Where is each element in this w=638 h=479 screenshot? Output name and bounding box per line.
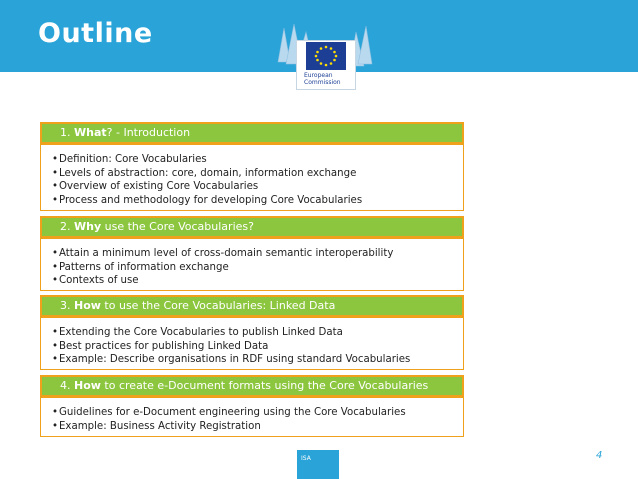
section-heading — [40, 122, 464, 144]
logo-text-line1: European — [304, 72, 333, 79]
section-body — [40, 397, 464, 437]
list-item: • Contexts of use — [41, 274, 463, 288]
list-item: • Overview of existing Core Vocabularies — [41, 180, 463, 194]
logo-text — [304, 72, 341, 86]
section-body — [40, 238, 464, 291]
list-item: • Attain a minimum level of cross-domain semantic interoperability — [41, 247, 463, 261]
bullet-list — [41, 153, 463, 207]
bullet-list — [41, 247, 463, 288]
isa-badge — [297, 450, 339, 479]
eu-flag-icon — [306, 42, 346, 70]
list-item: • Extending the Core Vocabularies to publish Linked Data — [41, 326, 463, 340]
section-keyword: Why — [74, 220, 102, 233]
section-heading-rest: to use the Core Vocabularies: Linked Data — [100, 299, 336, 312]
section-heading-rest: ? - Introduction — [106, 126, 191, 139]
list-item: • Example: Business Activity Registration — [41, 420, 463, 434]
logo-text-line2: Commission — [304, 79, 341, 86]
section-number: 2. — [60, 220, 71, 233]
list-item: • Process and methodology for developing Core Vocabularies — [41, 194, 463, 208]
section-number: 3. — [60, 299, 71, 312]
section-keyword: How — [74, 299, 101, 312]
list-item: • Levels of abstraction: core, domain, information exchange — [41, 167, 463, 181]
slide-title: Outline — [38, 18, 153, 49]
list-item: • Best practices for publishing Linked Data — [41, 340, 463, 354]
section-heading — [40, 295, 464, 317]
section-heading — [40, 216, 464, 238]
section-keyword: How — [74, 379, 101, 392]
list-item: • Example: Describe organisations in RDF using standard Vocabularies — [41, 353, 463, 367]
section-number: 4. — [60, 379, 71, 392]
section-heading — [40, 375, 464, 397]
list-item: • Patterns of information exchange — [41, 261, 463, 275]
eu-stars-icon — [306, 42, 346, 70]
isa-label: ISA — [301, 455, 311, 462]
bullet-list — [41, 406, 463, 433]
bullet-list — [41, 326, 463, 367]
section-body — [40, 317, 464, 370]
section-heading-rest: to create e-Document formats using the Core Vocabularies — [100, 379, 429, 392]
list-item: • Definition: Core Vocabularies — [41, 153, 463, 167]
section-heading-rest: use the Core Vocabularies? — [101, 220, 254, 233]
page-number: 4 — [596, 450, 603, 461]
section-body — [40, 144, 464, 211]
list-item: • Guidelines for e-Document engineering using the Core Vocabularies — [41, 406, 463, 420]
section-keyword: What — [74, 126, 107, 139]
section-number: 1. — [60, 126, 71, 139]
